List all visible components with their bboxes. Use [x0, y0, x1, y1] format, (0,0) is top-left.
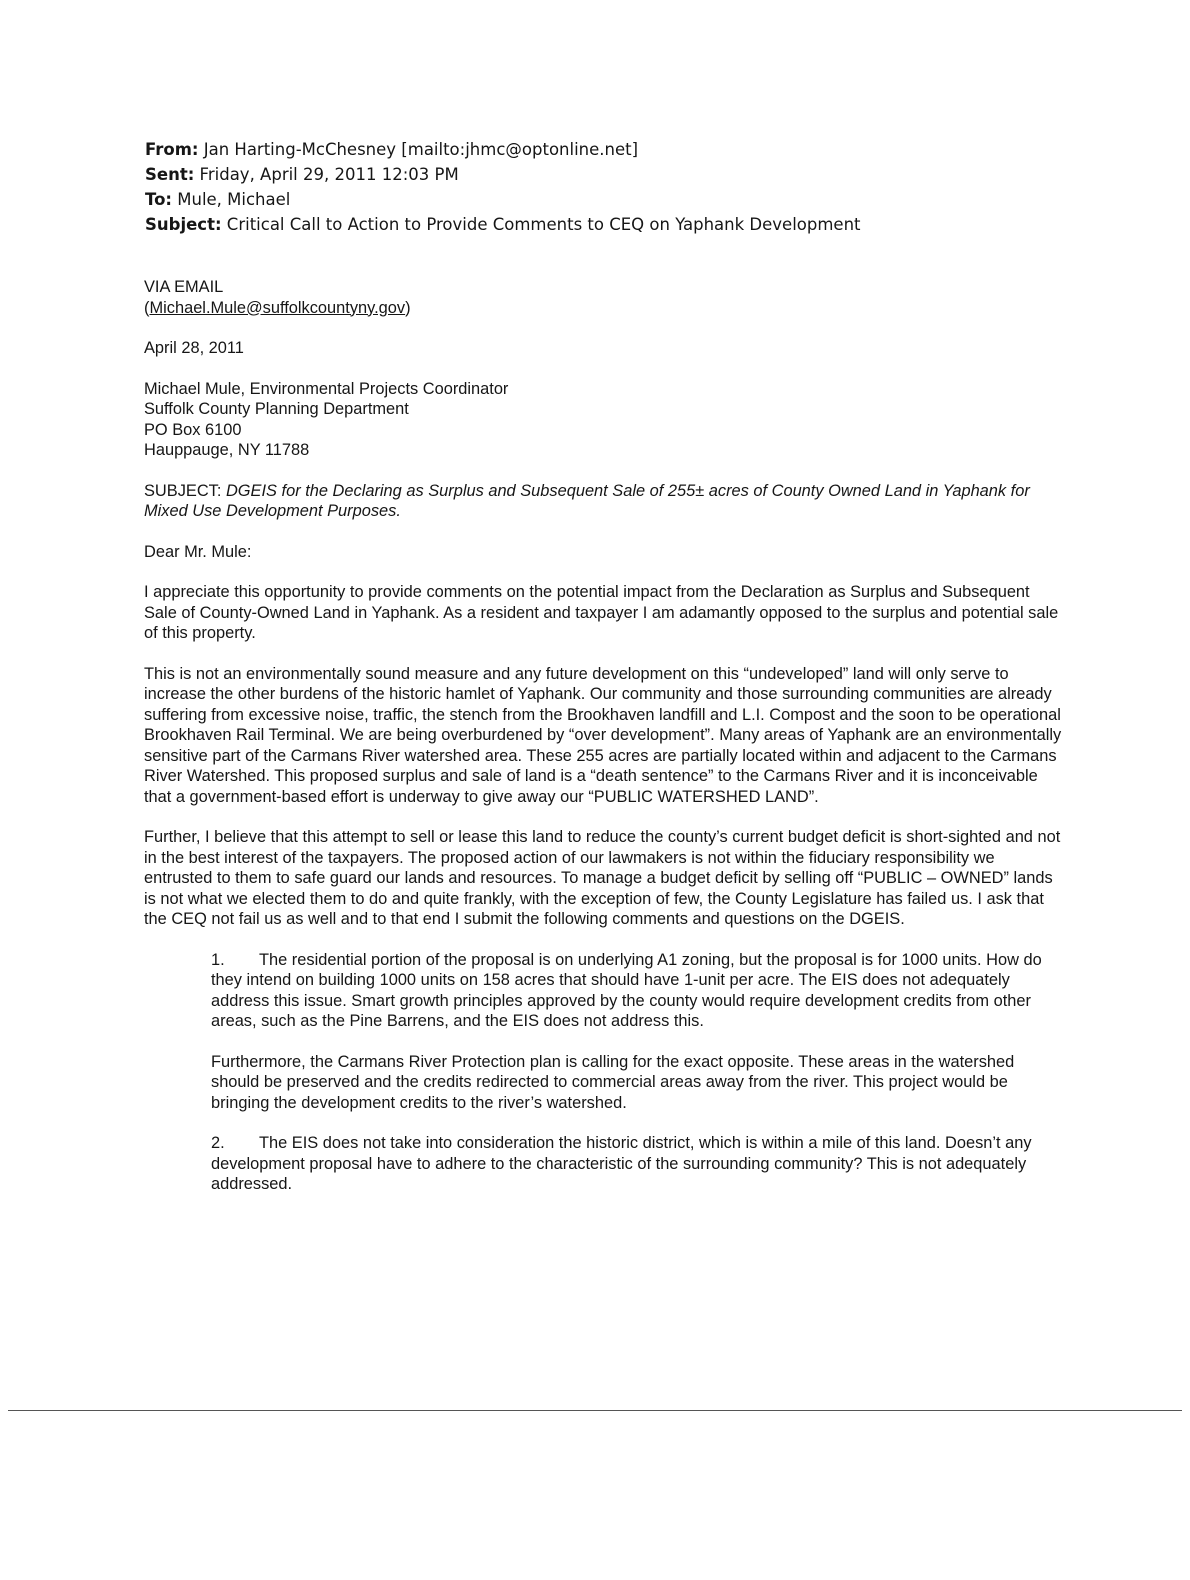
subject-line: [145, 212, 1045, 237]
item-number: 2.: [211, 1134, 225, 1152]
recipient-email-link[interactable]: Michael.Mule@suffolkcountyny.gov: [149, 298, 406, 317]
paragraph: I appreciate this opportunity to provide comments on the potential impact from the Declaration as Surplus and Subsequent Sale of County-Owned Land in Yaphank. As a resident and taxpayer I am adamantly opposed to the surplus and potential sale of this property.: [144, 583, 1059, 642]
item-number: 1.: [211, 950, 225, 969]
subject-value: Critical Call to Action to Provide Comments to CEQ on Yaphank Development: [221, 215, 861, 234]
salutation: Dear Mr. Mule:: [144, 542, 252, 561]
recipient-email: [144, 298, 1064, 319]
subject-label: Subject:: [145, 215, 222, 234]
item-text: Furthermore, the Carmans River Protection plan is calling for the exact opposite. These areas in the watershed should be preserved and the credits redirected to commercial areas away from the river. This project would be bringing the development credits to the river’s watershed.: [211, 1052, 1015, 1112]
recipient-line: Hauppauge, NY 11788: [144, 441, 310, 459]
item-text: The residential portion of the proposal is on underlying A1 zoning, but the proposal is for 1000 units. How do they intend on building 1000 units on 158 acres that should have 1-unit per acre. The EIS does not adequately address this issue. Smart growth principles approved by the county would require development credits from other areas, such as the Pine Barrens, and the EIS does not address this.: [211, 950, 1042, 1030]
letter-subject-prefix: SUBJECT:: [144, 481, 226, 500]
numbered-item: [144, 1133, 1064, 1195]
from-line: [145, 137, 1045, 162]
recipient-line: Suffolk County Planning Department: [144, 400, 409, 418]
letter-subject-title: DGEIS for the Declaring as Surplus and Subsequent Sale of 255± acres of County Owned Land in Yaphank for Mixed Use Development Purposes.: [144, 481, 1030, 520]
paragraph: This is not an environmentally sound measure and any future development on this “undeveloped” land will only serve to increase the other burdens of the historic hamlet of Yaphank. Our community and those surrounding communities are already suffering from excessive noise, traffic, the stench from the Brookhaven landfill and L.I. Compost and the soon to be operational Brookhaven Rail Terminal. We are being overburdened by “over development”. Many areas of Yaphank are an environmentally sensitive part of the Carmans River watershed area. These 255 acres are partially located within and adjacent to the Carmans River Watershed. This proposed surplus and sale of land is a “death sentence” to the Carmans River and it is inconceivable that a government-based effort is underway to give away our “PUBLIC WATERSHED LAND”.: [144, 664, 1062, 806]
numbered-item-continuation: [144, 1052, 1064, 1114]
recipient-line: Michael Mule, Environmental Projects Coordinator: [144, 379, 509, 398]
letter-body: [144, 277, 1064, 1195]
from-value: Jan Harting-McChesney [mailto:jhmc@optonline.net]: [198, 140, 639, 159]
paragraph: Further, I believe that this attempt to sell or lease this land to reduce the county’s current budget deficit is short-sighted and not in the best interest of the taxpayers. The proposed action of our lawmakers is not within the fiduciary responsibility we entrusted to them to safe guard our lands and resources. To manage a budget deficit by selling off “PUBLIC – OWNED” lands is not what we elected them to do and quite frankly, with the exception of few, the County Legislature has failed us. I ask that the CEQ not fail us as well and to that end I submit the following comments and questions on the DGEIS.: [144, 828, 1061, 928]
recipient-address: [144, 379, 1064, 461]
sent-line: [145, 162, 1045, 187]
page-divider: [8, 1410, 1182, 1411]
to-value: Mule, Michael: [172, 190, 291, 209]
letter-date: April 28, 2011: [144, 339, 244, 357]
letter-subject: [144, 481, 1064, 522]
sent-label: Sent:: [145, 165, 195, 184]
to-line: [145, 187, 1045, 212]
email-header: [145, 137, 1045, 237]
numbered-item: [144, 950, 1064, 1032]
to-label: To:: [145, 190, 172, 209]
from-label: From:: [145, 140, 199, 159]
email-close-paren: ): [405, 298, 411, 317]
email-open-paren: (: [144, 298, 150, 317]
via-email: VIA EMAIL: [144, 278, 224, 296]
sent-value: Friday, April 29, 2011 12:03 PM: [194, 165, 459, 184]
recipient-line: PO Box 6100: [144, 420, 242, 439]
item-text: The EIS does not take into consideration the historic district, which is within a mile of this land. Doesn’t any development proposal have to adhere to the characteristic of the surrounding community? This is not adequately addressed.: [211, 1134, 1032, 1193]
